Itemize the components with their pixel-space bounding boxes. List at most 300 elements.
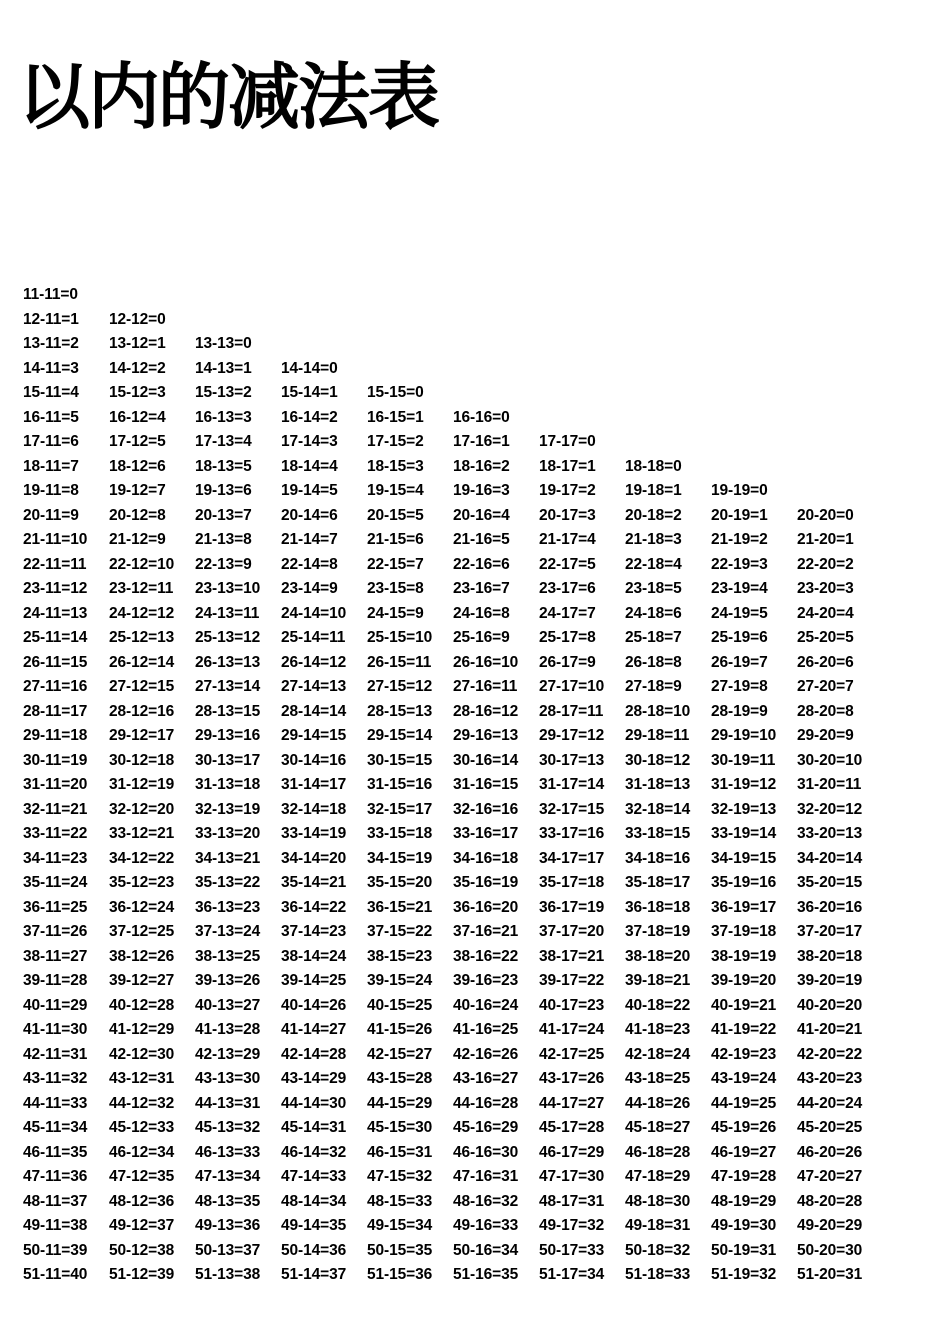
equation-cell: 45-15=30	[367, 1119, 433, 1136]
equation-cell: 26-12=14	[109, 653, 175, 671]
equation-cell: 16-14=2	[281, 408, 338, 426]
equation-cell: 30-13=17	[195, 751, 261, 769]
equation-cell: 35-16=19	[453, 874, 519, 891]
equation-cell: 23-18=5	[625, 580, 682, 597]
equation-cell: 33-11=22	[23, 825, 88, 842]
equation-cell: 21-20=1	[797, 531, 854, 548]
table-row	[23, 1067, 883, 1092]
equation-cell: 27-14=13	[281, 678, 347, 695]
equation-cell: 18-11=7	[23, 457, 79, 475]
table-row	[23, 994, 883, 1019]
equation-cell: 44-14=30	[281, 1094, 347, 1112]
equation-cell: 18-16=2	[453, 457, 510, 475]
equation-cell: 47-12=35	[109, 1168, 175, 1185]
equation-cell: 41-13=28	[195, 1021, 261, 1038]
equation-cell: 36-14=22	[281, 898, 347, 916]
equation-cell: 50-12=38	[109, 1241, 175, 1259]
equation-cell: 48-20=28	[797, 1192, 863, 1210]
equation-cell: 44-15=29	[367, 1094, 433, 1112]
equation-cell: 33-19=14	[711, 825, 777, 842]
table-row	[23, 749, 883, 774]
equation-cell: 31-17=14	[539, 776, 605, 793]
equation-cell: 38-19=19	[711, 947, 777, 965]
equation-cell: 28-19=9	[711, 702, 768, 720]
equation-cell: 50-19=31	[711, 1241, 777, 1259]
equation-cell: 33-18=15	[625, 825, 691, 842]
equation-cell: 44-12=32	[109, 1094, 175, 1112]
equation-cell: 31-16=15	[453, 776, 519, 793]
equation-cell: 20-11=9	[23, 506, 79, 524]
equation-cell: 36-12=24	[109, 898, 175, 916]
equation-cell: 14-11=3	[23, 359, 79, 377]
table-row	[23, 504, 883, 529]
table-row	[23, 871, 883, 896]
equation-cell: 27-19=8	[711, 678, 768, 695]
equation-cell: 26-19=7	[711, 653, 768, 671]
equation-cell: 27-15=12	[367, 678, 433, 695]
equation-cell: 32-20=12	[797, 800, 863, 818]
equation-cell: 40-13=27	[195, 996, 261, 1014]
table-row	[23, 357, 883, 382]
equation-cell: 17-16=1	[453, 433, 510, 450]
equation-cell: 45-16=29	[453, 1119, 519, 1136]
equation-cell: 29-16=13	[453, 727, 519, 744]
equation-cell: 48-18=30	[625, 1192, 691, 1210]
equation-cell: 22-13=9	[195, 555, 252, 573]
equation-cell: 36-13=23	[195, 898, 261, 916]
equation-cell: 25-15=10	[367, 629, 433, 646]
equation-cell: 48-15=33	[367, 1192, 433, 1210]
table-row	[23, 430, 883, 455]
equation-cell: 46-12=34	[109, 1143, 175, 1161]
equation-cell: 11-11=0	[23, 286, 78, 303]
equation-cell: 45-18=27	[625, 1119, 691, 1136]
equation-cell: 27-13=14	[195, 678, 261, 695]
equation-cell: 27-12=15	[109, 678, 175, 695]
equation-cell: 36-16=20	[453, 898, 519, 916]
equation-cell: 29-15=14	[367, 727, 433, 744]
table-row	[23, 577, 883, 602]
table-row	[23, 406, 883, 431]
equation-cell: 23-15=8	[367, 580, 424, 597]
equation-cell: 23-11=12	[23, 580, 88, 597]
equation-cell: 37-15=22	[367, 923, 433, 940]
equation-cell: 20-12=8	[109, 506, 166, 524]
equation-cell: 46-15=31	[367, 1143, 433, 1161]
equation-cell: 42-19=23	[711, 1045, 777, 1063]
equation-cell: 19-19=0	[711, 482, 768, 499]
equation-cell: 38-12=26	[109, 947, 175, 965]
equation-cell: 17-14=3	[281, 433, 338, 450]
equation-cell: 51-17=34	[539, 1266, 605, 1283]
equation-cell: 19-16=3	[453, 482, 510, 499]
equation-cell: 38-15=23	[367, 947, 433, 965]
equation-cell: 34-17=17	[539, 849, 605, 867]
equation-cell: 25-18=7	[625, 629, 682, 646]
equation-cell: 46-20=26	[797, 1143, 863, 1161]
equation-cell: 34-14=20	[281, 849, 347, 867]
equation-cell: 23-16=7	[453, 580, 510, 597]
equation-cell: 34-16=18	[453, 849, 519, 867]
table-row	[23, 553, 883, 578]
equation-cell: 14-12=2	[109, 359, 166, 377]
equation-cell: 28-16=12	[453, 702, 519, 720]
equation-cell: 51-12=39	[109, 1266, 175, 1283]
equation-cell: 13-11=2	[23, 335, 79, 352]
equation-cell: 29-18=11	[625, 727, 690, 744]
equation-cell: 30-20=10	[797, 751, 863, 769]
equation-cell: 36-18=18	[625, 898, 691, 916]
equation-cell: 42-11=31	[23, 1045, 88, 1063]
equation-cell: 23-13=10	[195, 580, 261, 597]
equation-cell: 28-13=15	[195, 702, 261, 720]
equation-cell: 39-18=21	[625, 972, 691, 989]
equation-cell: 43-13=30	[195, 1070, 261, 1087]
equation-cell: 41-20=21	[797, 1021, 863, 1038]
equation-cell: 19-14=5	[281, 482, 338, 499]
equation-cell: 32-11=21	[23, 800, 88, 818]
table-row	[23, 528, 883, 553]
equation-cell: 21-11=10	[23, 531, 88, 548]
equation-cell: 48-17=31	[539, 1192, 605, 1210]
table-row	[23, 773, 883, 798]
equation-cell: 28-18=10	[625, 702, 691, 720]
equation-cell: 51-15=36	[367, 1266, 433, 1283]
equation-cell: 30-18=12	[625, 751, 691, 769]
equation-cell: 51-19=32	[711, 1266, 777, 1283]
equation-cell: 22-16=6	[453, 555, 510, 573]
equation-cell: 32-18=14	[625, 800, 691, 818]
equation-cell: 28-15=13	[367, 702, 433, 720]
equation-cell: 27-16=11	[453, 678, 518, 695]
table-row	[23, 847, 883, 872]
equation-cell: 14-13=1	[195, 359, 252, 377]
equation-cell: 31-19=12	[711, 776, 777, 793]
table-row	[23, 308, 883, 333]
equation-cell: 43-11=32	[23, 1070, 88, 1087]
equation-cell: 33-12=21	[109, 825, 175, 842]
equation-cell: 51-11=40	[23, 1266, 88, 1283]
equation-cell: 25-14=11	[281, 629, 346, 646]
equation-cell: 39-17=22	[539, 972, 605, 989]
equation-cell: 22-11=11	[23, 555, 87, 573]
equation-cell: 41-19=22	[711, 1021, 777, 1038]
equation-cell: 44-11=33	[23, 1094, 88, 1112]
equation-cell: 36-15=21	[367, 898, 433, 916]
equation-cell: 42-13=29	[195, 1045, 261, 1063]
equation-cell: 45-11=34	[23, 1119, 88, 1136]
equation-cell: 22-19=3	[711, 555, 768, 573]
equation-cell: 31-15=16	[367, 776, 433, 793]
equation-cell: 50-20=30	[797, 1241, 863, 1259]
equation-cell: 49-17=32	[539, 1217, 605, 1234]
equation-cell: 19-15=4	[367, 482, 424, 499]
equation-cell: 41-12=29	[109, 1021, 175, 1038]
equation-cell: 36-11=25	[23, 898, 88, 916]
equation-cell: 26-20=6	[797, 653, 854, 671]
equation-cell: 13-13=0	[195, 335, 252, 352]
equation-cell: 32-19=13	[711, 800, 777, 818]
table-row	[23, 283, 883, 308]
equation-cell: 48-12=36	[109, 1192, 175, 1210]
equation-cell: 31-13=18	[195, 776, 261, 793]
equation-cell: 30-11=19	[23, 751, 88, 769]
equation-cell: 42-15=27	[367, 1045, 433, 1063]
equation-cell: 39-11=28	[23, 972, 88, 989]
equation-cell: 20-18=2	[625, 506, 682, 524]
equation-cell: 31-14=17	[281, 776, 347, 793]
equation-cell: 43-12=31	[109, 1070, 175, 1087]
equation-cell: 37-16=21	[453, 923, 519, 940]
equation-cell: 45-14=31	[281, 1119, 347, 1136]
equation-cell: 16-15=1	[367, 408, 424, 426]
equation-cell: 24-13=11	[195, 604, 260, 622]
equation-cell: 44-16=28	[453, 1094, 519, 1112]
table-row	[23, 1141, 883, 1166]
equation-cell: 42-18=24	[625, 1045, 691, 1063]
equation-cell: 21-14=7	[281, 531, 338, 548]
equation-cell: 22-15=7	[367, 555, 424, 573]
equation-cell: 15-12=3	[109, 384, 166, 401]
equation-cell: 37-11=26	[23, 923, 88, 940]
equation-cell: 40-16=24	[453, 996, 519, 1014]
equation-cell: 12-11=1	[23, 310, 79, 328]
equation-cell: 19-11=8	[23, 482, 79, 499]
equation-cell: 31-18=13	[625, 776, 691, 793]
equation-cell: 47-13=34	[195, 1168, 261, 1185]
equation-cell: 34-12=22	[109, 849, 175, 867]
equation-cell: 27-17=10	[539, 678, 605, 695]
equation-cell: 50-11=39	[23, 1241, 88, 1259]
equation-cell: 38-16=22	[453, 947, 519, 965]
table-row	[23, 381, 883, 406]
equation-cell: 21-19=2	[711, 531, 768, 548]
equation-cell: 43-19=24	[711, 1070, 777, 1087]
table-row	[23, 822, 883, 847]
equation-cell: 47-17=30	[539, 1168, 605, 1185]
equation-cell: 22-17=5	[539, 555, 596, 573]
equation-cell: 26-14=12	[281, 653, 347, 671]
table-row	[23, 1263, 883, 1288]
table-row	[23, 1092, 883, 1117]
equation-cell: 21-13=8	[195, 531, 252, 548]
subtraction-table	[23, 283, 883, 1288]
equation-cell: 51-20=31	[797, 1266, 863, 1283]
equation-cell: 31-11=20	[23, 776, 88, 793]
equation-cell: 25-16=9	[453, 629, 510, 646]
equation-cell: 35-14=21	[281, 874, 347, 891]
equation-cell: 43-18=25	[625, 1070, 691, 1087]
equation-cell: 35-20=15	[797, 874, 863, 891]
equation-cell: 33-17=16	[539, 825, 605, 842]
equation-cell: 27-11=16	[23, 678, 88, 695]
equation-cell: 43-15=28	[367, 1070, 433, 1087]
table-row	[23, 700, 883, 725]
equation-cell: 51-18=33	[625, 1266, 691, 1283]
equation-cell: 18-14=4	[281, 457, 338, 475]
equation-cell: 31-20=11	[797, 776, 862, 793]
table-row	[23, 798, 883, 823]
equation-cell: 22-14=8	[281, 555, 338, 573]
table-row	[23, 332, 883, 357]
equation-cell: 48-14=34	[281, 1192, 347, 1210]
equation-cell: 20-16=4	[453, 506, 510, 524]
equation-cell: 15-11=4	[23, 384, 79, 401]
equation-cell: 30-12=18	[109, 751, 175, 769]
equation-cell: 23-14=9	[281, 580, 338, 597]
equation-cell: 17-17=0	[539, 433, 596, 450]
equation-cell: 24-12=12	[109, 604, 175, 622]
equation-cell: 47-20=27	[797, 1168, 863, 1185]
equation-cell: 44-13=31	[195, 1094, 261, 1112]
equation-cell: 51-16=35	[453, 1266, 519, 1283]
equation-cell: 24-16=8	[453, 604, 510, 622]
equation-cell: 37-17=20	[539, 923, 605, 940]
equation-cell: 28-11=17	[23, 702, 88, 720]
equation-cell: 24-14=10	[281, 604, 347, 622]
equation-cell: 37-20=17	[797, 923, 863, 940]
equation-cell: 32-17=15	[539, 800, 605, 818]
equation-cell: 32-14=18	[281, 800, 347, 818]
equation-cell: 39-14=25	[281, 972, 347, 989]
equation-cell: 49-12=37	[109, 1217, 175, 1234]
equation-cell: 18-18=0	[625, 457, 682, 475]
equation-cell: 49-11=38	[23, 1217, 88, 1234]
equation-cell: 39-19=20	[711, 972, 777, 989]
equation-cell: 29-20=9	[797, 727, 854, 744]
equation-cell: 35-17=18	[539, 874, 605, 891]
table-row	[23, 1239, 883, 1264]
equation-cell: 21-16=5	[453, 531, 510, 548]
equation-cell: 12-12=0	[109, 310, 166, 328]
equation-cell: 35-15=20	[367, 874, 433, 891]
equation-cell: 15-15=0	[367, 384, 424, 401]
equation-cell: 40-14=26	[281, 996, 347, 1014]
equation-cell: 26-13=13	[195, 653, 261, 671]
equation-cell: 24-17=7	[539, 604, 596, 622]
equation-cell: 43-17=26	[539, 1070, 605, 1087]
equation-cell: 28-20=8	[797, 702, 854, 720]
equation-cell: 41-11=30	[23, 1021, 88, 1038]
equation-cell: 23-12=11	[109, 580, 174, 597]
equation-cell: 18-15=3	[367, 457, 424, 475]
equation-cell: 47-14=33	[281, 1168, 347, 1185]
equation-cell: 32-13=19	[195, 800, 261, 818]
equation-cell: 35-11=24	[23, 874, 88, 891]
table-row	[23, 1043, 883, 1068]
equation-cell: 34-15=19	[367, 849, 433, 867]
equation-cell: 41-15=26	[367, 1021, 433, 1038]
equation-cell: 16-16=0	[453, 408, 510, 426]
equation-cell: 51-13=38	[195, 1266, 261, 1283]
page-title: 以内的减法表	[18, 54, 439, 139]
equation-cell: 48-19=29	[711, 1192, 777, 1210]
equation-cell: 29-13=16	[195, 727, 261, 744]
equation-cell: 38-13=25	[195, 947, 261, 965]
equation-cell: 43-20=23	[797, 1070, 863, 1087]
equation-cell: 34-18=16	[625, 849, 691, 867]
equation-cell: 38-11=27	[23, 947, 88, 965]
equation-cell: 20-20=0	[797, 506, 854, 524]
table-row	[23, 1190, 883, 1215]
equation-cell: 36-20=16	[797, 898, 863, 916]
equation-cell: 42-14=28	[281, 1045, 347, 1063]
equation-cell: 16-11=5	[23, 408, 79, 426]
equation-cell: 17-15=2	[367, 433, 424, 450]
equation-cell: 41-14=27	[281, 1021, 347, 1038]
equation-cell: 37-18=19	[625, 923, 691, 940]
equation-cell: 50-13=37	[195, 1241, 261, 1259]
equation-cell: 26-15=11	[367, 653, 432, 671]
equation-cell: 50-15=35	[367, 1241, 433, 1259]
equation-cell: 39-13=26	[195, 972, 261, 989]
equation-cell: 30-14=16	[281, 751, 347, 769]
equation-cell: 25-12=13	[109, 629, 175, 646]
equation-cell: 44-17=27	[539, 1094, 605, 1112]
equation-cell: 50-18=32	[625, 1241, 691, 1259]
equation-cell: 14-14=0	[281, 359, 338, 377]
equation-cell: 26-17=9	[539, 653, 596, 671]
equation-cell: 49-18=31	[625, 1217, 691, 1234]
equation-cell: 19-18=1	[625, 482, 682, 499]
equation-cell: 39-15=24	[367, 972, 433, 989]
equation-cell: 38-14=24	[281, 947, 347, 965]
table-row	[23, 602, 883, 627]
equation-cell: 45-20=25	[797, 1119, 863, 1136]
equation-cell: 46-18=28	[625, 1143, 691, 1161]
equation-cell: 20-19=1	[711, 506, 768, 524]
equation-cell: 42-17=25	[539, 1045, 605, 1063]
table-row	[23, 1116, 883, 1141]
equation-cell: 46-17=29	[539, 1143, 605, 1161]
equation-cell: 25-13=12	[195, 629, 261, 646]
equation-cell: 25-20=5	[797, 629, 854, 646]
equation-cell: 33-14=19	[281, 825, 347, 842]
equation-cell: 28-12=16	[109, 702, 175, 720]
equation-cell: 46-16=30	[453, 1143, 519, 1161]
equation-cell: 41-17=24	[539, 1021, 605, 1038]
equation-cell: 38-18=20	[625, 947, 691, 965]
equation-cell: 19-12=7	[109, 482, 166, 499]
equation-cell: 47-11=36	[23, 1168, 88, 1185]
equation-cell: 23-19=4	[711, 580, 768, 597]
equation-cell: 19-17=2	[539, 482, 596, 499]
table-row	[23, 455, 883, 480]
equation-cell: 29-14=15	[281, 727, 347, 744]
equation-cell: 49-15=34	[367, 1217, 433, 1234]
table-row	[23, 945, 883, 970]
equation-cell: 50-17=33	[539, 1241, 605, 1259]
equation-cell: 45-12=33	[109, 1119, 175, 1136]
equation-cell: 43-14=29	[281, 1070, 347, 1087]
table-row	[23, 651, 883, 676]
equation-cell: 30-17=13	[539, 751, 605, 769]
equation-cell: 42-12=30	[109, 1045, 175, 1063]
equation-cell: 35-18=17	[625, 874, 691, 891]
equation-cell: 16-13=3	[195, 408, 252, 426]
equation-cell: 41-16=25	[453, 1021, 519, 1038]
equation-cell: 36-17=19	[539, 898, 605, 916]
equation-cell: 26-16=10	[453, 653, 519, 671]
equation-cell: 21-15=6	[367, 531, 424, 548]
equation-cell: 16-12=4	[109, 408, 166, 426]
equation-cell: 42-20=22	[797, 1045, 863, 1063]
equation-cell: 20-15=5	[367, 506, 424, 524]
equation-cell: 35-19=16	[711, 874, 777, 891]
equation-cell: 32-12=20	[109, 800, 175, 818]
equation-cell: 31-12=19	[109, 776, 175, 793]
equation-cell: 32-15=17	[367, 800, 433, 818]
